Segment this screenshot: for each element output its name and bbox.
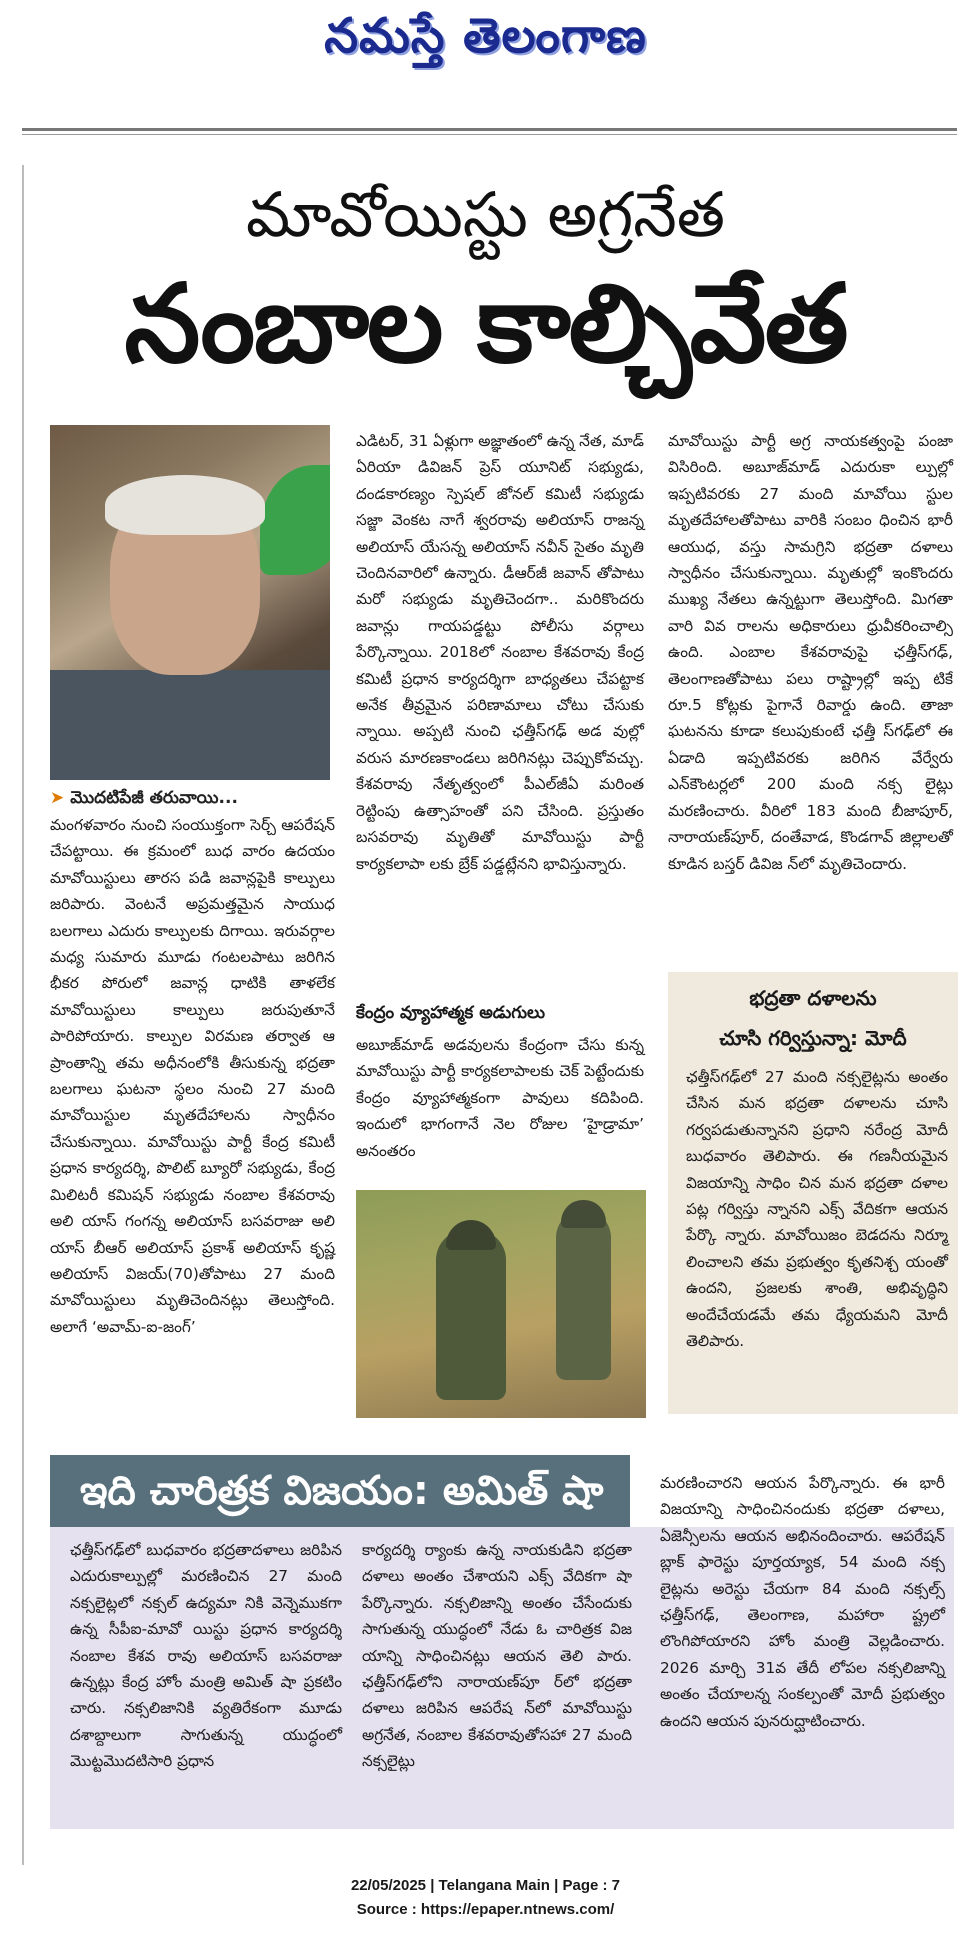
amit-shah-column-3: మరణించారని ఆయన పేర్కొన్నారు. ఈ భారీ విజయాన్ని సాధించినందుకు భద్రతా దళాలు, ఏజెన్సీలను ఆయన అభినందించారు. ఆపరేషన్ బ్లాక్ ఫారెస్టు పూర్తయ్యాక, 54 మంది నక్స లైట్లను అరెస్టు చేయగా 84 మంది నక్సల్స్ ఛత్తీస్‌గఢ్, తెలంగాణ, మహారా ష్ట్రలో లొంగిపోయారని హోం మంత్రి వెల్లడించారు. 2026 మార్చి 31వ తేదీ లోపల నక్సలిజాన్ని అంతం చేయాలన్న సంకల్పంతో మోదీ ప్రభుత్వం ఉందని ఆయన పునరుద్ఘాటించారు. [660,1474,945,1730]
photo-shirt [50,670,330,780]
modi-sidebar-title-line-2: చూసి గర్విస్తున్నా: మోదీ [719,1026,907,1050]
page-margin-rule [22,165,24,1865]
modi-sidebar-title [668,978,958,1058]
masthead-rule [22,128,957,131]
amit-shah-banner: ఇది చారిత్రక విజయం: అమిత్ షా [50,1455,630,1527]
caption-text: మొదటిపేజీ తరువాయి... [70,788,238,808]
article-column-3: మావోయిస్టు పార్టీ అగ్ర నాయకత్వంపై పంజా విసిరింది. అబూజ్‌మాడ్ ఎదురుకా ల్పుల్లో ఇప్పటివరకు 27 మంది మావోయి స్టుల మృతదేహాలతోపాటు వారికి సంబం ధించిన భారీ ఆయుధ, వస్తు సామగ్రిని భద్రతా దళాలు స్వాధీనం చేసుకున్నాయి. మృతుల్లో ఇంకొందరు ముఖ్య నేతలు ఉన్నట్టుగా తెలుస్తోంది. మిగతా వారి వివ రాలను అధికారులు ధ్రువీకరించాల్సి ఉంది. ఎంబాల కేశవరావుపై ఛత్తీస్‌గఢ్, తెలంగాణతోపాటు పలు రాష్ట్రాల్లో ఇప్ప టికే రూ.5 కోట్లకు పైగానే రివార్డు ఉంది. తాజా ఘటనను కూడా కలుపుకుంటే ఛత్తీ స్‌గఢ్‌లో ఈ ఏడాది ఇప్పటివరకు జరిగిన వేర్వేరు ఎన్‌కౌంటర్లలో 200 మంది నక్స లైట్లు మరణించారు. వీరిలో 183 మంది బీజాపూర్, నారాయణ్‌పూర్, దంతేవాడ, కొండగావ్ జిల్లాలతో కూడిన బస్తర్ డివిజ న్‌లో మృతిచెందారు. [668,432,953,873]
page-footer [0,1874,971,1922]
photo-hair [105,475,265,535]
photo-soldier-2 [556,1210,611,1380]
article-headline: నంబాల కాల్చివేత [124,262,847,387]
masthead-rule-thin [22,134,957,135]
amit-shah-column-1: ఛత్తీస్‌గఢ్‌లో బుధవారం భద్రతాదళాలు జరిపిన ఎదురుకాల్పుల్లో మరణించిన 27 మంది నక్సలైట్లలో నక్సల్ ఉద్యమా నికి వెన్నెముకగా ఉన్న సీపీఐ-మావో యిస్టు ప్రధాన కార్యదర్శి నంబాల కేశవ రావు అలియాస్ బసవరాజు ఉన్నట్లు కేంద్ర హోం మంత్రి అమిత్ షా ప్రకటిం చారు. నక్సలిజానికి వ్యతిరేకంగా మూడు దశాబ్దాలుగా సాగుతున్న యుద్ధంలో మొట్టమొదటిసారి ప్రధాన [70,1541,342,1771]
article-column-2: ఎడిటర్, 31 ఏళ్లుగా అజ్ఞాతంలో ఉన్న నేత, మాడ్ ఏరియా డివిజన్ ప్రెస్ యూనిట్ సభ్యుడు, దండకారణ్యం స్పెషల్ జోనల్ కమిటీ సభ్యుడు సజ్జా వెంకట నాగే శ్వరరావు అలియాస్ రాజన్న అలియాస్ యేసన్న అలియాస్ నవీన్ సైతం మృతి చెందినవారిలో ఉన్నారు. డీఆర్‌జీ జవాన్ తోపాటు మరో సభ్యుడు మృతిచెందగా.. మరికొందరు జవాన్లు గాయపడ్డట్టు పోలీసు వర్గాలు పేర్కొన్నాయి. 2018లో నంబాల కేశవరావు కేంద్ర కమిటీ ప్రధాన కార్యదర్శిగా బాధ్యతలు చేపట్టాక అనేక తీవ్రమైన పరిణామాలు చోటు చేసుకు న్నాయి. అప్పటి నుంచి ఛత్తీస్‌గఢ్ అడ వుల్లో వరుస మారణకాండలు జరిగినట్లు చెప్పుకోవచ్చు. కేశవరావు నేతృత్వంలో పీఎల్‌జీఏ మరింత రెట్టింపు ఉత్సాహంతో పని చేసింది. ప్రస్తుతం బసవరావు మృతితో మావోయిస్టు పార్టీ కార్యకలాపా లకు బ్రేక్ పడ్డట్లేనని భావిస్తున్నారు. [356,432,644,873]
photo-helmet-2 [561,1200,606,1228]
photo-leaf [260,465,330,575]
masthead [0,0,971,80]
photo-caption [50,788,350,812]
security-forces-photo [356,1190,646,1418]
masthead-logo: నమస్తే తెలంగాణ [324,8,647,64]
modi-sidebar-body: ఛత్తీస్‌గఢ్‌లో 27 మంది నక్సలైట్లను అంతం చేసిన మన భద్రతా దళాలను చూసి గర్వపడుతున్నానని ప్రధాని నరేంద్ర మోదీ బుధవారం తెలిపారు. ఈ గణనీయమైన విజయాన్ని సాధిం చిన మన భద్రతా దళాల పట్ల గర్విస్తు న్నానని ఎక్స్ వేదికగా ఆయన పేర్కొ న్నారు. మావోయిజం బెడదను నిర్మూ లించాలని తమ ప్రభుత్వం కృతనిశ్చ యంతో ఉందని, ప్రజలకు శాంతి, అభివృద్ధిని అందేచేయడమే తమ ధ్యేయమని మోదీ తెలిపారు. [686,1068,948,1351]
article-column-2-continued: అబూజ్‌మాడ్ అడవులను కేంద్రంగా చేసు కున్న మావోయిస్టు పార్టీ కార్యకలాపాలకు చెక్ పెట్టేందుకు కేంద్రం వ్యూహాత్మకంగా పావులు కదిపింది. ఇందులో భాగంగానే నెల రోజుల ‘హైడ్రామా’ అనంతరం [356,1036,644,1160]
caret-right-icon: ➤ [50,788,65,808]
footer-source: Source : https://epaper.ntnews.com/ [356,1901,615,1918]
deceased-leader-photo [50,425,330,780]
photo-soldier-1 [436,1230,506,1400]
footer-edition-info: 22/05/2025 | Telangana Main | Page : 7 [350,1877,621,1894]
amit-shah-column-2: కార్యదర్శి ర్యాంకు ఉన్న నాయకుడిని భద్రతా దళాలు అంతం చేశాయని ఎక్స్ వేదికగా షా పేర్కొన్నారు. నక్సలిజాన్ని అంతం చేసేందుకు సాగుతున్న యుద్ధంలో నేడు ఓ చారిత్రక విజ యాన్ని సాధించినట్లు ఆయన తెలి పారు. ఛత్తీస్‌గఢ్‌లోని నారాయణ్‌పూ ర్‌లో భద్రతా దళాలు జరిపిన ఆపరేష న్‌లో మావోయిస్టు అగ్రనేత, నంబాల కేశవరావుతోసహా 27 మంది నక్సలైట్లు [362,1541,632,1771]
photo-helmet-1 [446,1220,496,1250]
article-column-1: మంగళవారం నుంచి సంయుక్తంగా సెర్చ్ ఆపరేషన్ చేపట్టాయి. ఈ క్రమంలో బుధ వారం ఉదయం మావోయిస్టులు తారస పడి జవాన్లపైకి కాల్పులు జరిపారు. వెంటనే అప్రమత్తమైన సాయుధ బలగాలు ఎదురు కాల్పులకు దిగాయి. ఇరువర్గాల మధ్య సుమారు మూడు గంటలపాటు జరిగిన భీకర పోరులో జవాన్ల ధాటికి తాళలేక మావోయిస్టులు కాల్పులు జరుపుతూనే పారిపోయారు. కాల్పుల విరమణ తర్వాత ఆ ప్రాంతాన్ని తమ అధీనంలోకి తీసుకున్న భద్రతా బలగాలు ఘటనా స్థలం నుంచి 27 మంది మావోయిస్టుల మృతదేహాలను స్వాధీనం చేసుకున్నాయి. మావోయిస్టు పార్టీ కేంద్ర కమిటీ ప్రధాన కార్యదర్శి, పొలిట్ బ్యూరో సభ్యుడు, కేంద్ర మిలిటరీ కమిషన్ సభ్యుడు నంబాల కేశవరావు అలి యాస్ గంగన్న అలియాస్ బసవరాజు అలి యాస్ బీఆర్ అలియాస్ ప్రకాశ్ అలియాస్ కృష్ణ అలియాస్ విజయ్(70)తోపాటు 27 మంది మావోయిస్టులు మృతిచెందినట్లు తెలుస్తోంది. అలాగే ‘అవామ్-ఐ-జంగ్’ [50,816,335,1336]
article-subhead: కేంద్రం వ్యూహాత్మక అడుగులు [356,1003,545,1023]
article-kicker: మావోయిస్టు అగ్రనేత [245,178,725,251]
modi-sidebar-title-line-1: భద్రతా దళాలను [749,986,877,1010]
